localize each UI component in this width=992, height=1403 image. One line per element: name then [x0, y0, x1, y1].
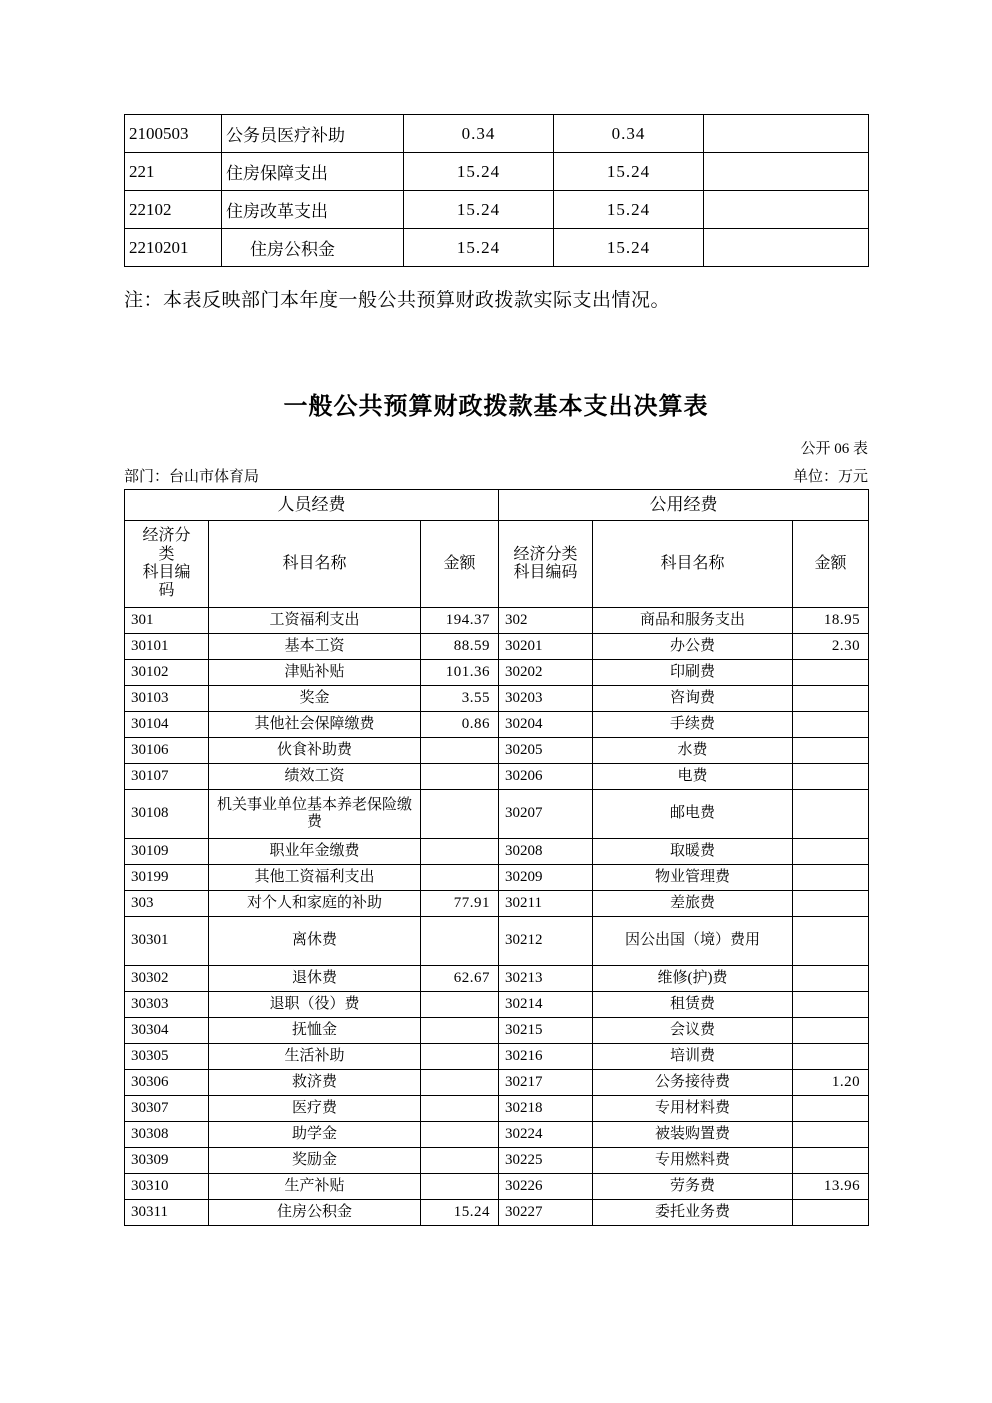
- row-left-name: 奖金: [209, 686, 421, 712]
- row-right-name: 印刷费: [593, 660, 793, 686]
- row-right-code: 30201: [499, 634, 593, 660]
- row-right-amount: [793, 1096, 869, 1122]
- row-right-name: 咨询费: [593, 686, 793, 712]
- col-header-right-name: 科目名称: [593, 521, 793, 608]
- table-row: [125, 686, 869, 712]
- table-row: [125, 738, 869, 764]
- table-row: [125, 634, 869, 660]
- table-row: [125, 790, 869, 839]
- row-amount-3: [704, 191, 869, 229]
- row-left-amount: [421, 1122, 499, 1148]
- col-header-left-amount: 金额: [421, 521, 499, 608]
- row-left-code: 30102: [125, 660, 209, 686]
- row-right-amount: [793, 712, 869, 738]
- row-right-amount: [793, 992, 869, 1018]
- row-right-name: 因公出国（境）费用: [593, 917, 793, 966]
- row-right-name: 办公费: [593, 634, 793, 660]
- row-right-code: 30203: [499, 686, 593, 712]
- row-left-amount: [421, 1018, 499, 1044]
- row-left-amount: [421, 738, 499, 764]
- table-row: [125, 891, 869, 917]
- row-left-code: 30302: [125, 966, 209, 992]
- row-amount-2: 15.24: [554, 229, 704, 267]
- row-left-amount: [421, 1044, 499, 1070]
- row-right-name: 手续费: [593, 712, 793, 738]
- row-left-code: 30104: [125, 712, 209, 738]
- row-left-amount: 15.24: [421, 1200, 499, 1226]
- row-amount-2: 15.24: [554, 153, 704, 191]
- table-row: [125, 712, 869, 738]
- row-left-name: 机关事业单位基本养老保险缴费: [209, 790, 421, 839]
- row-left-code: 30303: [125, 992, 209, 1018]
- row-right-amount: [793, 891, 869, 917]
- row-right-amount: [793, 764, 869, 790]
- row-left-name: 抚恤金: [209, 1018, 421, 1044]
- row-left-code: 30310: [125, 1174, 209, 1200]
- row-amount-1: 15.24: [404, 229, 554, 267]
- department-line: 部门：台山市体育局: [124, 469, 260, 485]
- row-right-amount: 2.30: [793, 634, 869, 660]
- row-right-amount: [793, 917, 869, 966]
- row-left-name: 职业年金缴费: [209, 839, 421, 865]
- row-right-code: 30208: [499, 839, 593, 865]
- row-left-amount: [421, 1174, 499, 1200]
- row-left-code: 30107: [125, 764, 209, 790]
- row-left-code: 30308: [125, 1122, 209, 1148]
- row-amount-1: 15.24: [404, 153, 554, 191]
- row-right-amount: 18.95: [793, 608, 869, 634]
- table-row: [125, 191, 869, 229]
- row-right-code: 30205: [499, 738, 593, 764]
- table-row: [125, 992, 869, 1018]
- row-left-code: 30199: [125, 865, 209, 891]
- row-right-code: 30227: [499, 1200, 593, 1226]
- row-left-amount: 3.55: [421, 686, 499, 712]
- row-left-name: 津贴补贴: [209, 660, 421, 686]
- table-note: 注：本表反映部门本年度一般公共预算财政拨款实际支出情况。: [124, 290, 671, 311]
- col-header-left-code: [125, 521, 209, 608]
- table-row: [125, 660, 869, 686]
- col-header-left-code-l2: 类: [158, 545, 175, 563]
- budget-expenditure-table-continuation: [124, 114, 868, 267]
- row-amount-2: 15.24: [554, 191, 704, 229]
- row-left-amount: 88.59: [421, 634, 499, 660]
- row-right-code: 30226: [499, 1174, 593, 1200]
- row-left-name: 奖励金: [209, 1148, 421, 1174]
- table-row: [125, 1122, 869, 1148]
- row-left-code: 30109: [125, 839, 209, 865]
- row-left-name: 绩效工资: [209, 764, 421, 790]
- top-table: [124, 114, 869, 267]
- row-code: 2100503: [125, 115, 222, 153]
- row-left-name: 对个人和家庭的补助: [209, 891, 421, 917]
- col-header-right-code-l1: 经济分类: [513, 545, 578, 563]
- row-left-code: 30306: [125, 1070, 209, 1096]
- row-left-name: 退职（役）费: [209, 992, 421, 1018]
- row-left-name: 其他工资福利支出: [209, 865, 421, 891]
- row-left-amount: 101.36: [421, 660, 499, 686]
- table-row: [125, 1200, 869, 1226]
- row-left-amount: 0.86: [421, 712, 499, 738]
- row-left-amount: [421, 764, 499, 790]
- row-left-name: 离休费: [209, 917, 421, 966]
- row-right-code: 30213: [499, 966, 593, 992]
- row-left-name: 其他社会保障缴费: [209, 712, 421, 738]
- row-right-name: 电费: [593, 764, 793, 790]
- row-code: 2210201: [125, 229, 222, 267]
- row-amount-3: [704, 115, 869, 153]
- row-left-name: 生活补助: [209, 1044, 421, 1070]
- row-right-code: 30209: [499, 865, 593, 891]
- main-table: [124, 489, 869, 1226]
- row-left-name: 生产补贴: [209, 1174, 421, 1200]
- row-right-code: 30218: [499, 1096, 593, 1122]
- col-header-right-amount: 金额: [793, 521, 869, 608]
- row-right-amount: [793, 660, 869, 686]
- column-header-row: [125, 521, 869, 608]
- row-right-name: 培训费: [593, 1044, 793, 1070]
- row-right-code: 30215: [499, 1018, 593, 1044]
- row-right-code: 30212: [499, 917, 593, 966]
- row-left-code: 30108: [125, 790, 209, 839]
- table-row: [125, 764, 869, 790]
- row-right-name: 租赁费: [593, 992, 793, 1018]
- row-left-code: 30311: [125, 1200, 209, 1226]
- row-right-amount: [793, 865, 869, 891]
- row-right-amount: 13.96: [793, 1174, 869, 1200]
- group-header-row: [125, 490, 869, 521]
- row-left-code: 30305: [125, 1044, 209, 1070]
- row-left-amount: [421, 790, 499, 839]
- page-title: 一般公共预算财政拨款基本支出决算表: [283, 394, 709, 420]
- row-left-amount: 194.37: [421, 608, 499, 634]
- row-right-amount: 1.20: [793, 1070, 869, 1096]
- col-header-right-code-l2: 科目编码: [513, 564, 578, 581]
- row-left-name: 助学金: [209, 1122, 421, 1148]
- row-left-name: 医疗费: [209, 1096, 421, 1122]
- table-row: [125, 917, 869, 966]
- row-left-code: 301: [125, 608, 209, 634]
- table-row: [125, 115, 869, 153]
- row-code: 221: [125, 153, 222, 191]
- row-right-amount: [793, 839, 869, 865]
- row-left-amount: [421, 992, 499, 1018]
- row-right-name: 商品和服务支出: [593, 608, 793, 634]
- row-right-amount: [793, 686, 869, 712]
- row-left-amount: [421, 839, 499, 865]
- table-row: [125, 839, 869, 865]
- table-row: [125, 229, 869, 267]
- row-left-name: 救济费: [209, 1070, 421, 1096]
- row-left-code: 30307: [125, 1096, 209, 1122]
- row-right-name: 公务接待费: [593, 1070, 793, 1096]
- row-right-code: 30206: [499, 764, 593, 790]
- table-row: [125, 966, 869, 992]
- row-right-name: 专用燃料费: [593, 1148, 793, 1174]
- row-right-name: 邮电费: [593, 790, 793, 839]
- row-left-code: 30101: [125, 634, 209, 660]
- table-row: [125, 153, 869, 191]
- row-amount-1: 0.34: [404, 115, 554, 153]
- row-right-amount: [793, 738, 869, 764]
- row-right-code: 30211: [499, 891, 593, 917]
- col-header-left-code-l4: 码: [158, 582, 175, 600]
- row-right-code: 30202: [499, 660, 593, 686]
- row-right-name: 水费: [593, 738, 793, 764]
- row-right-code: 30216: [499, 1044, 593, 1070]
- row-right-name: 会议费: [593, 1018, 793, 1044]
- row-amount-3: [704, 229, 869, 267]
- table-row: [125, 1018, 869, 1044]
- row-right-code: 30217: [499, 1070, 593, 1096]
- row-name: 住房保障支出: [222, 153, 404, 191]
- col-header-left-name: 科目名称: [209, 521, 421, 608]
- row-left-code: 30309: [125, 1148, 209, 1174]
- col-header-right-code: [499, 521, 593, 608]
- row-left-name: 基本工资: [209, 634, 421, 660]
- row-left-amount: [421, 865, 499, 891]
- row-left-code: 303: [125, 891, 209, 917]
- row-left-name: 退休费: [209, 966, 421, 992]
- table-row: [125, 1174, 869, 1200]
- row-right-name: 劳务费: [593, 1174, 793, 1200]
- row-name: 住房改革支出: [222, 191, 404, 229]
- row-left-code: 30106: [125, 738, 209, 764]
- group-header-public: 公用经费: [499, 490, 869, 521]
- row-right-name: 专用材料费: [593, 1096, 793, 1122]
- row-left-code: 30103: [125, 686, 209, 712]
- row-right-name: 物业管理费: [593, 865, 793, 891]
- sheet-number: 公开 06 表: [800, 441, 868, 457]
- table-row: [125, 1044, 869, 1070]
- basic-expenditure-table: [124, 489, 868, 1226]
- row-right-amount: [793, 1122, 869, 1148]
- row-name: 住房公积金: [222, 229, 404, 267]
- row-right-name: 委托业务费: [593, 1200, 793, 1226]
- col-header-left-code-l3: 科目编: [142, 564, 191, 581]
- table-row: [125, 1148, 869, 1174]
- row-left-amount: [421, 1148, 499, 1174]
- row-right-code: 30214: [499, 992, 593, 1018]
- row-right-code: 30224: [499, 1122, 593, 1148]
- row-left-name: 住房公积金: [209, 1200, 421, 1226]
- row-left-code: 30304: [125, 1018, 209, 1044]
- row-right-name: 被装购置费: [593, 1122, 793, 1148]
- row-amount-2: 0.34: [554, 115, 704, 153]
- row-right-code: 30204: [499, 712, 593, 738]
- row-left-amount: [421, 1070, 499, 1096]
- row-left-amount: 77.91: [421, 891, 499, 917]
- row-right-amount: [793, 1148, 869, 1174]
- row-right-name: 取暖费: [593, 839, 793, 865]
- table-row: [125, 865, 869, 891]
- row-left-name: 伙食补助费: [209, 738, 421, 764]
- row-left-amount: 62.67: [421, 966, 499, 992]
- table-row: [125, 608, 869, 634]
- row-amount-3: [704, 153, 869, 191]
- row-right-amount: [793, 1200, 869, 1226]
- row-right-name: 维修(护)费: [593, 966, 793, 992]
- row-right-code: 302: [499, 608, 593, 634]
- row-left-amount: [421, 917, 499, 966]
- row-right-name: 差旅费: [593, 891, 793, 917]
- unit-line: 单位：万元: [792, 469, 868, 485]
- row-left-amount: [421, 1096, 499, 1122]
- row-left-name: 工资福利支出: [209, 608, 421, 634]
- row-right-amount: [793, 966, 869, 992]
- row-left-code: 30301: [125, 917, 209, 966]
- row-right-amount: [793, 1044, 869, 1070]
- row-code: 22102: [125, 191, 222, 229]
- table-row: [125, 1096, 869, 1122]
- row-right-amount: [793, 790, 869, 839]
- row-right-code: 30207: [499, 790, 593, 839]
- table-row: [125, 1070, 869, 1096]
- row-name: 公务员医疗补助: [222, 115, 404, 153]
- col-header-left-code-l1: 经济分: [142, 527, 191, 545]
- group-header-personnel: 人员经费: [125, 490, 499, 521]
- row-amount-1: 15.24: [404, 191, 554, 229]
- row-right-amount: [793, 1018, 869, 1044]
- row-right-code: 30225: [499, 1148, 593, 1174]
